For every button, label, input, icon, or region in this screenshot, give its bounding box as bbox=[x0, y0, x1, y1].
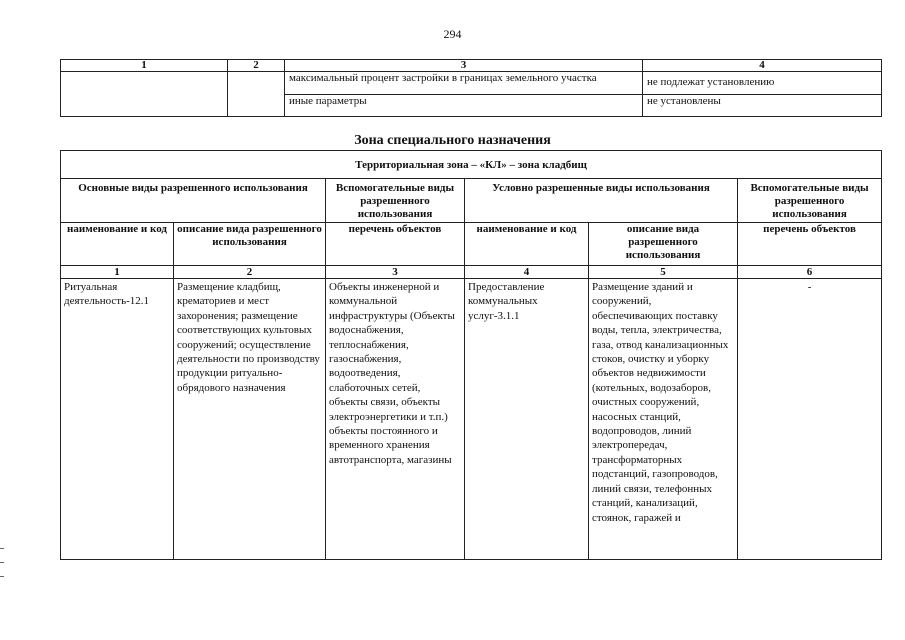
parameter-name: максимальный процент застройки в границах земельного участка bbox=[285, 72, 643, 95]
page-number: 294 bbox=[443, 27, 462, 41]
sub-header: перечень объектов bbox=[738, 223, 882, 266]
sub-header: описание вида разрешенного использования bbox=[174, 223, 326, 266]
conditional-use-description: Размещение зданий и сооружений, обеспечивающих поставку воды, тепла, электричества, газа, отвод канализационных стоков, очистку и уборку объектов недвижимости (котельных, водозаборов, очистных сооружений, насосных станций, водопроводов, линий электропередач, трансформаторных подстанций, газопроводов, линий связи, телефонных станций, канализаций, стоянок, гаражей и bbox=[589, 279, 738, 560]
group-header-main-uses: Основные виды разрешенного использования bbox=[61, 179, 326, 223]
conditional-object-list: - bbox=[738, 279, 882, 560]
parameters-table bbox=[60, 59, 882, 117]
object-list: Объекты инженерной и коммунальной инфраструктуры (Объекты водоснабжения, теплоснабжения, газоснабжения, водоотведения, слаботочных сетей, объекты связи, объекты электроэнергетики и т.п.) объекты постоянного и временного хранения автотранспорта, магазины bbox=[326, 279, 465, 560]
sub-header: наименование и код bbox=[61, 223, 174, 266]
conditional-use-name-code: Предоставление коммунальных услуг-3.1.1 bbox=[465, 279, 589, 560]
zone-title: Территориальная зона – «КЛ» – зона кладбищ bbox=[61, 151, 882, 179]
zone-title-row bbox=[61, 151, 882, 179]
table-row bbox=[61, 279, 882, 560]
use-description: Размещение кладбищ, крематориев и мест захоронения; размещение соответствующих культовых сооружений; осуществление деятельности по производству продукции ритуально-обрядового назначения bbox=[174, 279, 326, 560]
sub-header: перечень объектов bbox=[326, 223, 465, 266]
column-number: 4 bbox=[643, 60, 882, 72]
section-title: Зона специального назначения bbox=[354, 133, 551, 148]
column-number: 6 bbox=[738, 266, 882, 279]
column-number: 5 bbox=[589, 266, 738, 279]
margin-mark bbox=[0, 576, 4, 577]
sub-header: наименование и код bbox=[465, 223, 589, 266]
column-number: 1 bbox=[61, 266, 174, 279]
group-header-conditional-uses: Условно разрешенные виды использования bbox=[465, 179, 738, 223]
parameter-name: иные параметры bbox=[285, 94, 643, 117]
column-number: 2 bbox=[174, 266, 326, 279]
column-number-row bbox=[61, 266, 882, 279]
margin-mark bbox=[0, 548, 4, 549]
group-header-row bbox=[61, 179, 882, 223]
parameter-value: не установлены bbox=[643, 94, 882, 117]
zone-table bbox=[60, 150, 882, 560]
table-row bbox=[61, 72, 882, 95]
use-name-code: Ритуальная деятельность-12.1 bbox=[61, 279, 174, 560]
column-number: 3 bbox=[326, 266, 465, 279]
group-header-auxiliary-uses: Вспомогательные виды разрешенного использования bbox=[326, 179, 465, 223]
empty-cell bbox=[61, 72, 228, 117]
column-number: 2 bbox=[228, 60, 285, 72]
sub-header: описание вида разрешенного использования bbox=[589, 223, 738, 266]
parameters-header-row bbox=[61, 60, 882, 72]
column-number: 3 bbox=[285, 60, 643, 72]
column-number: 4 bbox=[465, 266, 589, 279]
margin-mark bbox=[0, 562, 4, 563]
empty-cell bbox=[228, 72, 285, 117]
group-header-conditional-auxiliary: Вспомогательные виды разрешенного использования bbox=[738, 179, 882, 223]
column-number: 1 bbox=[61, 60, 228, 72]
sub-header-row bbox=[61, 223, 882, 266]
parameter-value: не подлежат установлению bbox=[643, 72, 882, 95]
